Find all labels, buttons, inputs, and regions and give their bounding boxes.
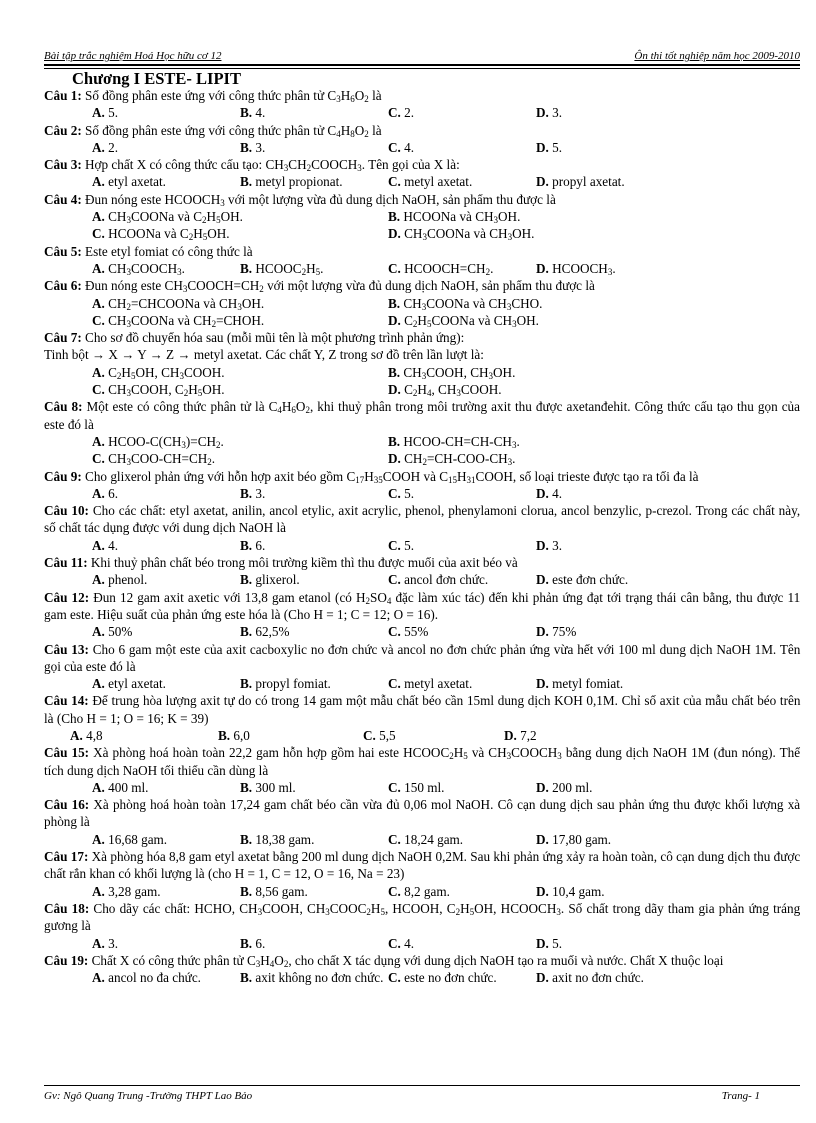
answer-option[interactable]: D. 75% bbox=[536, 624, 577, 640]
header-left: Bài tập trắc nghiệm Hoá Học hữu cơ 12 bbox=[44, 50, 222, 62]
answer-option[interactable]: A. phenol. bbox=[92, 572, 148, 588]
answer-option[interactable]: D. 7,2 bbox=[504, 727, 537, 743]
answer-option[interactable]: B. 3. bbox=[240, 139, 266, 155]
question-14 bbox=[44, 692, 800, 727]
answer-option[interactable]: D. 200 ml. bbox=[536, 779, 593, 795]
answer-option[interactable]: A. 5. bbox=[92, 105, 119, 121]
question-text: Xà phòng hóa 8,8 gam etyl axetat bằng 200 ml dung dịch NaOH 0,2M. Sau khi phản ứng xảy ra hoàn toàn, cô cạn dung dịch thu được chất rắn khan có khối lượng là (cho H = 1, C = 12, O = 16, Na = 23) bbox=[44, 849, 801, 882]
answer-option[interactable]: A. ancol no đa chức. bbox=[92, 970, 201, 986]
answer-options bbox=[44, 295, 800, 330]
answer-option[interactable]: B. propyl fomiat. bbox=[240, 676, 331, 692]
answer-options bbox=[44, 969, 800, 986]
answer-option[interactable]: C. este no đơn chức. bbox=[388, 970, 497, 986]
question-text: Hợp chất X có công thức cấu tạo: $CH_3CH_2COOCH_3$. Tên gọi của X là: bbox=[85, 157, 460, 174]
question-4 bbox=[44, 191, 800, 208]
question-number: Câu 1: bbox=[44, 88, 82, 103]
answer-option[interactable]: B. metyl propionat. bbox=[240, 174, 343, 190]
answer-option[interactable]: C. 5. bbox=[388, 485, 415, 501]
question-text: Số đồng phân este ứng với công thức phân tử $C_4H_8O_2$ là bbox=[85, 122, 382, 139]
answer-option[interactable]: A. 16,68 gam. bbox=[92, 831, 168, 847]
answer-option[interactable]: A. 3. bbox=[92, 935, 119, 951]
question-17 bbox=[44, 848, 800, 883]
answer-option[interactable]: B. $CH_3COONa$ và $CH_3CHO$. bbox=[388, 295, 543, 312]
question-text: Cho sơ đồ chuyển hóa sau (mỗi mũi tên là một phương trình phản ứng): bbox=[85, 330, 465, 346]
answer-option[interactable]: B. 4. bbox=[240, 105, 266, 121]
answer-option[interactable]: A. $CH_3COONa$ và $C_2H_5OH$. bbox=[92, 209, 243, 226]
answer-options bbox=[44, 173, 800, 190]
question-number: Câu 3: bbox=[44, 157, 82, 173]
answer-option[interactable]: A. 2. bbox=[92, 139, 119, 155]
footer-right: Trang- 1 bbox=[721, 1090, 760, 1102]
question-7 bbox=[44, 329, 800, 346]
question-number: Câu 10: bbox=[44, 503, 89, 519]
answer-option[interactable]: B. glixerol. bbox=[240, 572, 300, 588]
answer-option[interactable]: B. HCOONa và $CH_3OH$. bbox=[388, 209, 521, 226]
answer-option[interactable]: D. $C_2H_5COONa$ và $CH_3OH$. bbox=[388, 312, 539, 329]
answer-options bbox=[44, 831, 800, 848]
header-right: Ôn thi tốt nghiệp năm học 2009-2010 bbox=[634, 50, 800, 62]
question-6 bbox=[44, 277, 800, 294]
question-number: Câu 5: bbox=[44, 243, 82, 259]
question-15 bbox=[44, 744, 800, 779]
answer-option[interactable]: B. 300 ml. bbox=[240, 779, 296, 795]
answer-options bbox=[44, 675, 800, 692]
question-text: Đun nóng este $CH_3COOCH=CH_2$ với một lượng vừa đủ dung dịch NaOH, sản phẩm thu được là bbox=[85, 278, 595, 295]
answer-option[interactable]: A. $C_2H_5OH$, $CH_3COOH$. bbox=[92, 364, 225, 381]
question-number: Câu 7: bbox=[44, 330, 82, 346]
answer-option[interactable]: B. $HCOOC_2H_5$. bbox=[240, 260, 324, 277]
answer-option[interactable]: A. etyl axetat. bbox=[92, 174, 166, 190]
answer-option[interactable]: C. metyl axetat. bbox=[388, 676, 473, 692]
answer-option[interactable]: A. etyl axetat. bbox=[92, 676, 166, 692]
answer-option[interactable]: B. axit không no đơn chức. bbox=[240, 970, 384, 986]
answer-option[interactable]: B. 6. bbox=[240, 935, 266, 951]
question-text: Đun nóng este $HCOOCH_3$ với một lượng vừa đủ dung dịch NaOH, sản phẩm thu được là bbox=[85, 191, 556, 208]
answer-options bbox=[44, 537, 800, 554]
answer-options bbox=[44, 364, 800, 399]
question-text-line2: Tinh bột → X → Y → Z → metyl axetat. Các chất Y, Z trong sơ đồ trên lần lượt là: bbox=[44, 347, 484, 363]
footer-rule bbox=[44, 1085, 800, 1086]
answer-option[interactable]: D. metyl fomiat. bbox=[536, 676, 624, 692]
question-19 bbox=[44, 952, 800, 969]
answer-option[interactable]: B. HCOO-$CH=CH-CH_3$. bbox=[388, 433, 520, 450]
answer-options bbox=[44, 208, 800, 243]
question-text: Số đồng phân este ứng với công thức phân tử $C_3H_6O_2$ là bbox=[85, 88, 382, 104]
chapter-title: Chương I ESTE- LIPIT bbox=[72, 69, 241, 88]
answer-option[interactable]: B. 8,56 gam. bbox=[240, 883, 308, 899]
answer-option[interactable]: D. $C_2H_4$, $CH_3COOH$. bbox=[388, 382, 502, 399]
answer-option[interactable]: D. 3. bbox=[536, 105, 563, 121]
answer-option[interactable]: C. 4. bbox=[388, 935, 415, 951]
answer-option[interactable]: A. HCOO-$C(CH_3)=CH_2$. bbox=[92, 433, 224, 450]
question-list bbox=[44, 87, 800, 986]
question-text: Cho 6 gam một este của axit cacboxylic no đơn chức và ancol no đơn chức phản ứng vừa hết với 100 ml dung dịch NaOH 1M. Tên gọi của este đó là bbox=[44, 641, 801, 674]
answer-options bbox=[44, 623, 800, 640]
answer-option[interactable]: B. 62,5% bbox=[240, 624, 290, 640]
answer-option[interactable]: C. $CH_3COO-CH=CH_2$. bbox=[92, 451, 216, 468]
answer-options bbox=[44, 727, 800, 744]
document-page bbox=[44, 50, 800, 986]
answer-option[interactable]: C. 2. bbox=[388, 105, 415, 121]
question-12 bbox=[44, 589, 800, 624]
page-footer bbox=[44, 1085, 800, 1102]
answer-option[interactable]: D. este đơn chức. bbox=[536, 572, 629, 588]
answer-option[interactable]: D. 5. bbox=[536, 139, 563, 155]
answer-option[interactable]: C. 55% bbox=[388, 624, 429, 640]
answer-options bbox=[44, 571, 800, 588]
answer-option[interactable]: A. $CH_3COOCH_3$. bbox=[92, 260, 185, 277]
question-text: Xà phòng hoá hoàn toàn 17,24 gam chất béo cần vừa đủ 0,06 mol NaOH. Cô cạn dung dịch sau phản ứng thu được khối lượng xà phòng là bbox=[44, 797, 801, 830]
answer-options bbox=[44, 139, 800, 156]
question-2 bbox=[44, 122, 800, 139]
question-number: Câu 17: bbox=[44, 849, 89, 865]
question-number: Câu 4: bbox=[44, 191, 82, 207]
question-text: Khi thuỷ phân chất béo trong môi trường kiềm thì thu được muối của axit béo và bbox=[90, 555, 518, 571]
answer-option[interactable]: C. 5. bbox=[388, 537, 415, 553]
answer-option[interactable]: B. 6,0 bbox=[218, 727, 250, 743]
question-number: Câu 11: bbox=[44, 555, 88, 571]
answer-option[interactable]: D. 10,4 gam. bbox=[536, 883, 605, 899]
question-number: Câu 14: bbox=[44, 693, 89, 709]
answer-option[interactable]: B. 3. bbox=[240, 485, 266, 501]
answer-options bbox=[44, 935, 800, 952]
question-number: Câu 13: bbox=[44, 641, 89, 657]
header-rule bbox=[44, 64, 800, 66]
answer-options bbox=[44, 883, 800, 900]
question-text: Cho các chất: etyl axetat, anilin, ancol etylic, axit acrylic, phenol, phenylamoni clorua, ancol benzylic, p-crezol. Trong các chất này, số chất tác dụng được với dung dịch NaOH là bbox=[44, 503, 801, 536]
answer-options bbox=[44, 260, 800, 277]
answer-option[interactable]: C. $HCOOCH=CH_2$. bbox=[388, 260, 494, 277]
question-16 bbox=[44, 796, 800, 831]
question-number: Câu 19: bbox=[44, 952, 89, 968]
answer-option[interactable]: A. 6. bbox=[92, 485, 119, 501]
answer-option[interactable]: C. ancol đơn chức. bbox=[388, 572, 489, 588]
answer-option[interactable]: C. 150 ml. bbox=[388, 779, 445, 795]
question-text: Xà phòng hoá hoàn toàn 22,2 gam hỗn hợp gồm hai este $HCOOC_2H_5$ và $CH_3COOCH_3$ bằng dung dịch NaOH 1M (đun nóng). Thể tích dung dịch NaOH tối thiểu cần dùng là bbox=[44, 745, 801, 778]
answer-option[interactable]: D. $CH_2=CH-COO-CH_3$. bbox=[388, 451, 516, 468]
question-3 bbox=[44, 156, 800, 173]
answer-option[interactable]: C. metyl axetat. bbox=[388, 174, 473, 190]
answer-option[interactable]: C. 5,5 bbox=[363, 727, 396, 743]
answer-option[interactable]: A. 3,28 gam. bbox=[92, 883, 161, 899]
answer-option[interactable]: C. $CH_3COONa$ và $CH_2=CHOH$. bbox=[92, 312, 265, 329]
question-number: Câu 6: bbox=[44, 278, 82, 294]
answer-options bbox=[44, 779, 800, 796]
answer-option[interactable]: D. 5. bbox=[536, 935, 563, 951]
question-5 bbox=[44, 243, 800, 260]
answer-option[interactable]: D. axit no đơn chức. bbox=[536, 970, 644, 986]
question-text: Chất X có công thức phân tử $C_3H_4O_2$, cho chất X tác dụng với dung dịch NaOH tạo ra muối và nước. Chất X thuộc loại bbox=[91, 952, 724, 969]
answer-options bbox=[44, 433, 800, 468]
answer-option[interactable]: D. 4. bbox=[536, 485, 563, 501]
question-10 bbox=[44, 502, 800, 537]
answer-option[interactable]: C. HCOONa và $C_2H_5OH$. bbox=[92, 226, 230, 243]
answer-options bbox=[44, 485, 800, 502]
question-number: Câu 15: bbox=[44, 745, 90, 761]
question-text: Đun 12 gam axit axetic với 13,8 gam etanol (có $H_2SO_4$ đặc làm xúc tác) đến khi phản ứng đạt tới trạng thái cân bằng, thu được 11 gam este. Hiệu suất của phản ứng este hóa là (Cho H = 1; C = 12; O = 16). bbox=[44, 589, 801, 622]
answer-options bbox=[44, 104, 800, 121]
question-text: Để trung hòa lượng axit tự do có trong 14 gam một mẫu chất béo cần 15ml dung dịch KOH 0,1M. Chỉ số axit của mẫu chất béo trên là (Cho H = 1; O = 16; K = 39) bbox=[44, 693, 801, 726]
question-number: Câu 9: bbox=[44, 468, 82, 484]
question-number: Câu 8: bbox=[44, 399, 83, 415]
answer-option[interactable]: D. propyl axetat. bbox=[536, 174, 625, 190]
answer-option[interactable]: D. 3. bbox=[536, 537, 563, 553]
answer-option[interactable]: B. 18,38 gam. bbox=[240, 831, 315, 847]
answer-option[interactable]: A. $CH_2=CHCOONa$ và $CH_3OH$. bbox=[92, 295, 265, 312]
question-9 bbox=[44, 468, 800, 485]
answer-option[interactable]: A. 4. bbox=[92, 537, 119, 553]
question-18 bbox=[44, 900, 800, 935]
question-1 bbox=[44, 87, 800, 104]
question-13 bbox=[44, 641, 800, 676]
footer-left: Gv: Ngô Quang Trung -Trường THPT Lao Bảo bbox=[44, 1090, 253, 1102]
answer-option[interactable]: C. 8,2 gam. bbox=[388, 883, 450, 899]
question-text: Este etyl fomiat có công thức là bbox=[85, 243, 253, 259]
question-number: Câu 2: bbox=[44, 122, 82, 138]
question-text: Một este có công thức phân tử là $C_4H_6O_2$, khi thuỷ phân trong môi trường axit thu được axetanđehit. Công thức cấu tạo thu gọn của este đó là bbox=[44, 399, 800, 432]
question-text: Cho dãy các chất: HCHO, $CH_3COOH$, $CH_3COOC_2H_5$, HCOOH, $C_2H_5OH$, $HCOOCH_3$. Số chất trong dãy tham gia phản ứng tráng gương là bbox=[44, 900, 801, 934]
answer-option[interactable]: C. 4. bbox=[388, 139, 415, 155]
question-8 bbox=[44, 398, 800, 433]
answer-option[interactable]: A. 400 ml. bbox=[92, 779, 149, 795]
answer-option[interactable]: D. $CH_3COONa$ và $CH_3OH$. bbox=[388, 226, 535, 243]
answer-option[interactable]: B. 6. bbox=[240, 537, 266, 553]
page-header bbox=[44, 50, 800, 62]
answer-option[interactable]: A. 50% bbox=[92, 624, 133, 640]
answer-option[interactable]: C. $CH_3COOH$, $C_2H_5OH$. bbox=[92, 382, 225, 399]
answer-option[interactable]: A. 4,8 bbox=[70, 727, 103, 743]
question-number: Câu 18: bbox=[44, 900, 90, 916]
question-text: Cho glixerol phản ứng với hỗn hợp axit béo gồm $C_{17}H_{35}COOH$ và $C_{15}H_{31}COOH$, số loại trieste được tạo ra tối đa là bbox=[85, 468, 699, 485]
answer-option[interactable]: C. 18,24 gam. bbox=[388, 831, 464, 847]
answer-option[interactable]: D. 17,80 gam. bbox=[536, 831, 612, 847]
answer-option[interactable]: B. $CH_3COOH$, $CH_3OH$. bbox=[388, 364, 516, 381]
question-11 bbox=[44, 554, 800, 571]
question-number: Câu 12: bbox=[44, 589, 90, 605]
answer-option[interactable]: D. $HCOOCH_3$. bbox=[536, 260, 616, 277]
question-number: Câu 16: bbox=[44, 797, 90, 813]
